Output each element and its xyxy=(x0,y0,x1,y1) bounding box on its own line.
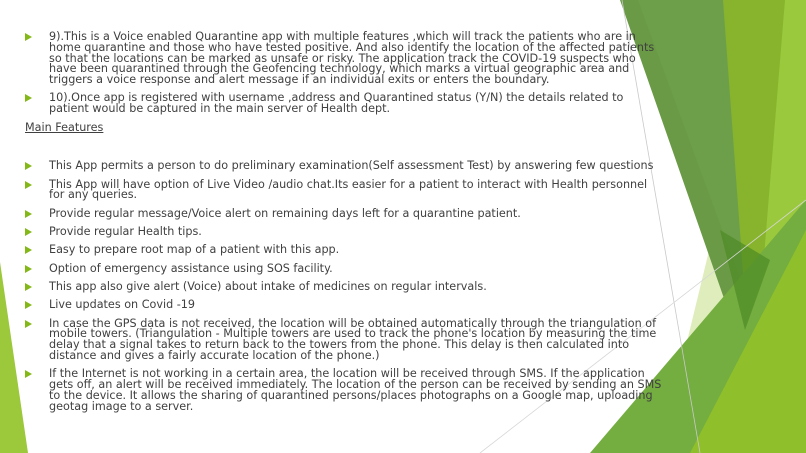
feature-item xyxy=(25,161,665,172)
feature-item xyxy=(25,177,665,202)
triangle-right-icon xyxy=(25,246,32,254)
triangle-right-icon xyxy=(25,210,32,218)
feature-text: This App will have option of Live Video /audio chat.Its easier for a patient to interact with Health personnel for any queries. xyxy=(49,177,648,202)
section-heading: Main Features xyxy=(25,120,104,134)
triangle-right-icon xyxy=(25,283,32,291)
feature-item xyxy=(25,245,665,256)
feature-text: Live updates on Covid -19 xyxy=(49,298,196,312)
feature-text: If the Internet is not working in a certain area, the location will be received through SMS. If the application gets off, an alert will be received immediately. The location of the person can be received by sending an SMS to the device. It allows the sharing of quarantined persons/places photographs on a Google map, uploading geotag image to a server. xyxy=(49,367,662,413)
triangle-right-icon xyxy=(25,301,32,309)
triangle-right-icon xyxy=(25,370,32,378)
feature-item xyxy=(25,206,665,220)
intro-item-9 xyxy=(25,32,665,86)
feature-text: This app also give alert (Voice) about intake of medicines on regular intervals. xyxy=(49,279,487,293)
feature-item xyxy=(25,279,665,293)
feature-text: This App permits a person to do preliminary examination(Self assessment Test) by answering few questions xyxy=(49,159,654,173)
triangle-right-icon xyxy=(25,228,32,236)
feature-text: Provide regular message/Voice alert on remaining days left for a quarantine patient. xyxy=(49,206,521,220)
feature-item xyxy=(25,369,665,412)
slide-content xyxy=(25,32,665,420)
feature-item xyxy=(25,316,665,362)
intro-item-10 xyxy=(25,93,665,115)
feature-item xyxy=(25,261,665,275)
intro-item-text: 10).Once app is registered with username ,address and Quarantined status (Y/N) the details related to patient would be captured in the main server of Health dept. xyxy=(49,91,624,116)
feature-text: Option of emergency assistance using SOS facility. xyxy=(49,261,333,275)
intro-item-text: 9).This is a Voice enabled Quarantine app with multiple features ,which will track the patients who are in home quarantine and those who have tested positive. And also identify the location of the affected patients so that the locations can be marked as unsafe or risky. The application track the COVID-19 suspects who have been quarantined through the Geofencing technology, which marks a virtual geographic area and triggers a voice response and alert message if an individual exits or enters the boundary. xyxy=(49,30,655,87)
feature-text: Easy to prepare root map of a patient with this app. xyxy=(49,243,340,257)
triangle-right-icon xyxy=(25,162,32,170)
feature-text: In case the GPS data is not received, the location will be obtained automatically through the triangulation of mobile towers. (Triangulation - Multiple towers are used to track the phone's location by measuring the time delay that a signal takes to return back to the towers from the phone. This delay is then calculated into distance and gives a fairly accurate location of the phone.) xyxy=(49,316,657,362)
triangle-right-icon xyxy=(25,94,32,102)
triangle-right-icon xyxy=(25,181,32,189)
left-green-wedge xyxy=(0,262,28,453)
feature-item xyxy=(25,227,665,238)
spacer xyxy=(25,133,665,161)
triangle-right-icon xyxy=(25,33,32,41)
feature-text: Provide regular Health tips. xyxy=(49,225,202,239)
triangle-right-icon xyxy=(25,320,32,328)
triangle-right-icon xyxy=(25,265,32,273)
feature-item xyxy=(25,300,665,311)
